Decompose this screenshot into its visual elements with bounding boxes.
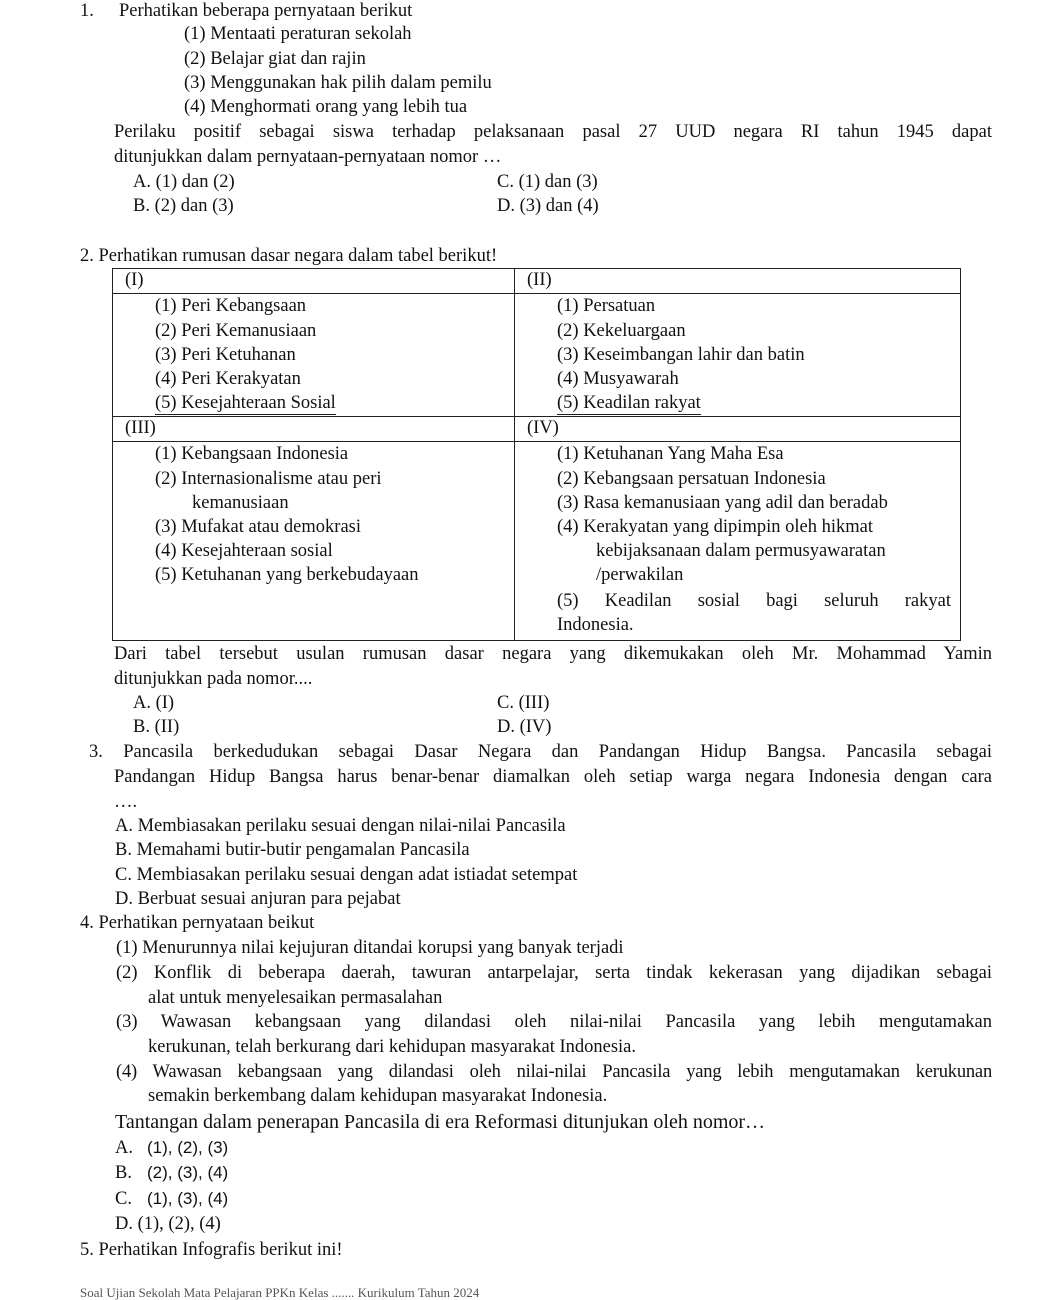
q1-option-a[interactable]: A. (1) dan (2) [133,172,235,192]
q1-item-2: (2) Belajar giat dan rajin [184,49,366,69]
q2-option-a[interactable]: A. (I) [133,693,175,713]
list-item: kemanusiaan [192,493,289,513]
list-item: (1) Kebangsaan Indonesia [155,444,349,464]
list-item: (5) Keadilan sosial bagi seluruh rakyat [557,591,951,611]
list-item: (1) Persatuan [557,296,656,316]
q4-question: Tantangan dalam penerapan Pancasila di era Reformasi ditunjukan oleh nomor… [115,1111,766,1133]
table-header-iv: (IV) [515,417,961,442]
q5-intro: 5. Perhatikan Infografis berikut ini! [80,1240,343,1260]
q1-item-3: (3) Menggunakan hak pilih dalam pemilu [184,73,492,93]
q4-option-b-label: B. [115,1163,132,1183]
q4-option-d[interactable]: D. (1), (2), (4) [115,1214,221,1234]
list-item: (4) Peri Kerakyatan [155,369,301,389]
q1-option-d[interactable]: D. (3) dan (4) [497,196,599,216]
q2-option-b[interactable]: B. (II) [133,717,180,737]
q4-option-a-text: (1), (2), (3) [147,1138,229,1157]
list-item: (4) Musyawarah [557,369,679,389]
list-item: (1) Peri Kebangsaan [155,296,307,316]
q4-option-a-label: A. [115,1138,133,1158]
q3-line-3: …. [114,792,138,812]
q2-option-d[interactable]: D. (IV) [497,717,552,737]
list-item: (2) Kekeluargaan [557,321,686,341]
q3-line-1: 3. Pancasila berkedudukan sebagai Dasar Negara dan Pandangan Hidup Bangsa. Pancasila sebagai [89,742,992,762]
list-item: (3) Mufakat atau demokrasi [155,517,361,537]
list-item: (5) Keadilan rakyat [557,393,701,413]
list-item: (1) Ketuhanan Yang Maha Esa [557,444,784,464]
q1-number: 1. [80,1,94,21]
q1-option-b[interactable]: B. (2) dan (3) [133,196,234,216]
q3-option-d[interactable]: D. Berbuat sesuai anjuran para pejabat [115,889,401,909]
q2-option-c[interactable]: C. (III) [497,693,550,713]
list-item: Indonesia. [557,615,634,635]
q3-option-a[interactable]: A. Membiasakan perilaku sesuai dengan nilai-nilai Pancasila [115,816,566,836]
table-header-ii: (II) [515,269,961,294]
list-item: /perwakilan [596,565,684,585]
q4-statement-3-line-1: (3) Wawasan kebangsaan yang dilandasi oleh nilai-nilai Pancasila yang lebih mengutamakan [116,1012,992,1032]
q1-item-1: (1) Mentaati peraturan sekolah [184,24,412,44]
q1-question-line-2: ditunjukkan dalam pernyataan-pernyataan nomor … [114,147,502,167]
q2-intro: 2. Perhatikan rumusan dasar negara dalam tabel berikut! [80,246,498,266]
list-item: (2) Internasionalisme atau peri [155,469,382,489]
q4-statement-2-line-2: alat untuk menyelesaikan permasalahan [148,988,443,1008]
list-item: (5) Kesejahteraan Sosial [155,393,336,413]
q2-question-line-2: ditunjukkan pada nomor.... [114,669,313,689]
q4-statement-2-line-1: (2) Konflik di beberapa daerah, tawuran antarpelajar, serta tindak kekerasan yang dijadikan sebagai [116,963,992,983]
q3-option-b[interactable]: B. Memahami butir-butir pengamalan Pancasila [115,840,470,860]
q4-statement-1: (1) Menurunnya nilai kejujuran ditandai korupsi yang banyak terjadi [116,938,624,958]
list-item: (3) Keseimbangan lahir dan batin [557,345,805,365]
q1-intro: Perhatikan beberapa pernyataan berikut [119,1,413,21]
list-item: (2) Kebangsaan persatuan Indonesia [557,469,826,489]
q3-line-2: Pandangan Hidup Bangsa harus benar-benar diamalkan oleh setiap warga negara Indonesia dengan cara [114,767,992,787]
q1-question-line-1: Perilaku positif sebagai siswa terhadap pelaksanaan pasal 27 UUD negara RI tahun 1945 dapat [114,122,992,142]
q4-statement-3-line-2: kerukunan, telah berkurang dari kehidupan masyarakat Indonesia. [148,1037,637,1057]
q4-statement-4-line-2: semakin berkembang dalam kehidupan masyarakat Indonesia. [148,1086,608,1106]
list-item: (3) Rasa kemanusiaan yang adil dan beradab [557,493,888,513]
table-header-iii: (III) [113,417,515,442]
q1-item-4: (4) Menghormati orang yang lebih tua [184,97,468,117]
list-item: kebijaksanaan dalam permusyawaratan [596,541,886,561]
q4-option-b-text: (2), (3), (4) [147,1163,229,1182]
list-item: (4) Kesejahteraan sosial [155,541,333,561]
page-footer: Soal Ujian Sekolah Mata Pelajaran PPKn Kelas ....... Kurikulum Tahun 2024 [80,1285,480,1300]
q4-option-c-label: C. [115,1189,132,1209]
q1-option-c[interactable]: C. (1) dan (3) [497,172,598,192]
q3-option-c[interactable]: C. Membiasakan perilaku sesuai dengan adat istiadat setempat [115,865,578,885]
table-header-i: (I) [113,269,515,294]
list-item: (3) Peri Ketuhanan [155,345,296,365]
list-item: (5) Ketuhanan yang berkebudayaan [155,565,419,585]
q4-intro: 4. Perhatikan pernyataan beikut [80,913,315,933]
q4-statement-4-line-1: (4) Wawasan kebangsaan yang dilandasi oleh nilai-nilai Pancasila yang lebih mengutamakan kerukunan [116,1062,992,1082]
list-item: (2) Peri Kemanusiaan [155,321,317,341]
list-item: (4) Kerakyatan yang dipimpin oleh hikmat [557,517,873,537]
q4-option-c-text: (1), (3), (4) [147,1189,229,1208]
q2-table [112,268,961,641]
q2-question-line-1: Dari tabel tersebut usulan rumusan dasar negara yang dikemukakan oleh Mr. Mohammad Yamin [114,644,992,664]
